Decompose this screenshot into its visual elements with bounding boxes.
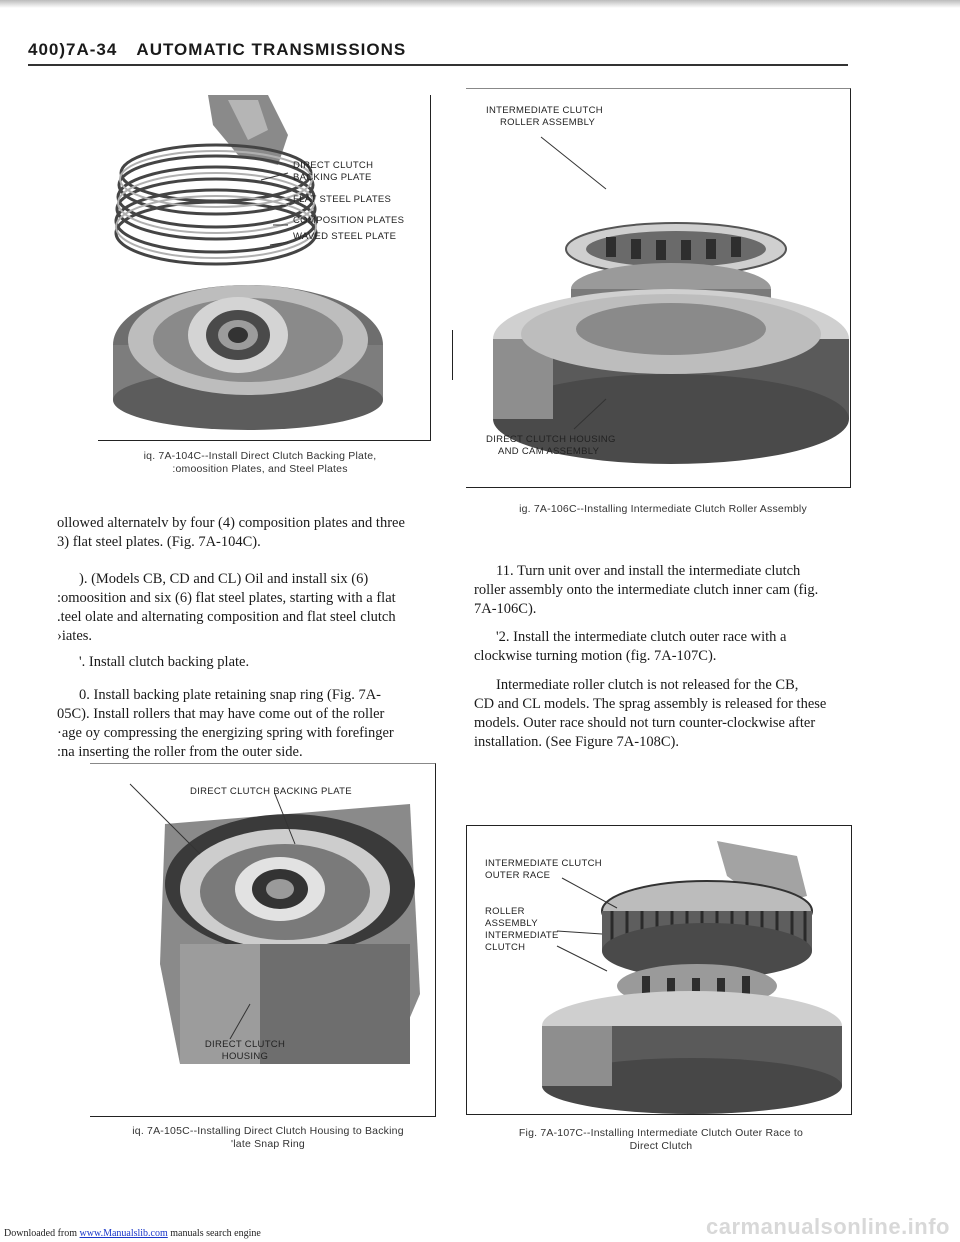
label-cam-assembly: AND CAM ASSEMBLY <box>498 446 600 457</box>
label-roller-assembly: ROLLER ASSEMBLY <box>500 117 596 128</box>
scan-top-edge <box>0 0 960 8</box>
label-intermediate-clutch: INTERMEDIATE CLUTCH <box>486 105 603 116</box>
fig106-side-mark <box>452 330 455 380</box>
manualslib-link[interactable]: www.Manualslib.com <box>79 1228 168 1239</box>
left-paragraph-4: 0. Install backing plate retaining snap ring (Fig. 7A- 05C). Install rollers that may have come out of the roller ·age oy compressing the energizing spring with forefinger :na inserting the roller from the outer side. <box>57 687 394 760</box>
caption-107c: Fig. 7A-107C--Installing Intermediate Clutch Outer Race to Direct Clutch <box>518 1127 804 1152</box>
roller-assembly-photo <box>466 89 850 487</box>
label-backing-plate: BACKING PLATE <box>293 172 372 183</box>
label-intermediate-clutch-107: INTERMEDIATE CLUTCH <box>485 858 602 869</box>
right-paragraph-3: Intermediate roller clutch is not released for the CB, CD and CL models. The sprag assembly is released for these models. Outer race should not turn counter-clockwise after installation. (See Figure 7A-108C). <box>474 677 827 750</box>
caption-106c: ig. 7A-106C--Installing Intermediate Clutch Roller Assembly <box>519 503 807 515</box>
page-number: 400)7A-34 <box>28 40 118 59</box>
label-direct-clutch-backing-plate: DIRECT CLUTCH BACKING PLATE <box>190 786 352 797</box>
label-direct-clutch-housing: DIRECT CLUTCH HOUSING <box>486 434 616 445</box>
download-footer: Downloaded from www.Manualslib.com manuals search engine <box>4 1228 261 1239</box>
label-waved-steel-plate: WAVED STEEL PLATE <box>293 231 397 242</box>
label-housing-105: HOUSING <box>221 1051 269 1062</box>
label-composition-plates: COMPOSITION PLATES <box>293 215 405 226</box>
housing-snap-ring-photo <box>90 764 435 1116</box>
watermark: carmanualsonline.info <box>706 1214 950 1239</box>
figure-107c <box>466 825 852 1115</box>
label-roller: ROLLER <box>485 906 525 917</box>
figure-104c <box>98 95 431 441</box>
label-intermediate: INTERMEDIATE <box>485 930 559 941</box>
label-assembly: ASSEMBLY <box>485 918 538 929</box>
figure-105c <box>90 763 436 1117</box>
label-flat-steel-plates: FLAT STEEL PLATES <box>293 194 392 205</box>
label-clutch: CLUTCH <box>485 942 526 953</box>
label-direct-clutch-105: DIRECT CLUTCH <box>204 1039 286 1050</box>
clutch-plates-photo <box>98 95 430 440</box>
right-paragraph-1: 11. Turn unit over and install the intermediate clutch roller assembly onto the intermediate clutch inner cam (fig. 7A-106C). <box>474 563 819 617</box>
caption-105c: iq. 7A-105C--Installing Direct Clutch Housing to Backing 'late Snap Ring <box>132 1125 404 1150</box>
left-paragraph-3: '. Install clutch backing plate. <box>79 654 250 670</box>
left-paragraph-2: ). (Models CB, CD and CL) Oil and install six (6) :omoosition and six (6) flat steel plates, starting with a flat .teel olate and alternating composition and flat steel clutch ›iates. <box>57 571 396 644</box>
right-paragraph-2: '2. Install the intermediate clutch outer race with a clockwise turning motion (fig. 7A-107C). <box>474 629 787 664</box>
header-rule <box>28 64 848 66</box>
left-paragraph-1: ollowed alternatelv by four (4) composition plates and three 3) flat steel plates. (Fig. 7A-104C). <box>57 515 405 550</box>
caption-104c: iq. 7A-104C--Install Direct Clutch Backing Plate, :omoosition Plates, and Steel Plates <box>143 450 377 475</box>
label-direct-clutch: DIRECT CLUTCH <box>293 160 374 171</box>
page-header <box>28 40 406 60</box>
figure-106c <box>466 88 851 488</box>
label-outer-race: OUTER RACE <box>485 870 551 881</box>
section-title: AUTOMATIC TRANSMISSIONS <box>136 40 407 59</box>
